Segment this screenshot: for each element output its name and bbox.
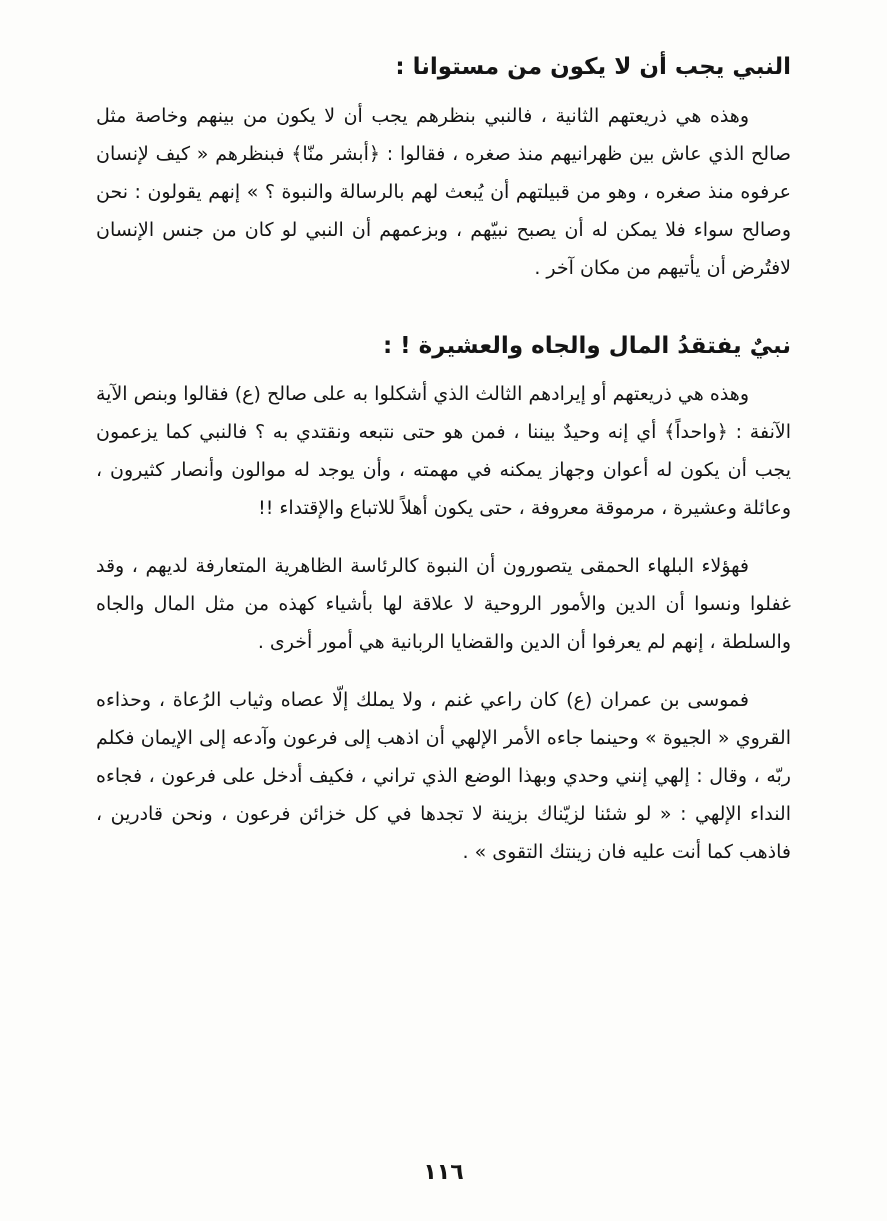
paragraph: وهذه هي ذريعتهم الثانية ، فالنبي بنظرهم يجب أن لا يكون من بينهم وخاصة مثل صالح الذي عاش بين ظهرانيهم منذ صغره ، فقالوا : ﴿أبشر منّا﴾ فبنظرهم « كيف لإنسان عرفوه منذ صغره ، وهو من قبيلتهم أن يُبعث لهم بالرسالة والنبوة ؟ » إنهم يقولون : نحن وصالح سواء فلا يمكن له أن يصبح نبيّهم ، وبزعمهم أن النبي لو كان من جنس الإنسان لافتُرض أن يأتيهم من مكان آخر .	[96, 104, 791, 279]
paragraph: وهذه هي ذريعتهم أو إيرادهم الثالث الذي أشكلوا به على صالح (ع) فقالوا وبنص الآية الآنفة : ﴿واحداً﴾ أي إنه وحيدٌ بيننا ، فمن هو حتى نتبعه ونقتدي به ؟ فالنبي كما يزعمون يجب أن يكون له أعوان وجهاز يمكنه في مهمته ، وأن يوجد له موالون وأنصار كثيرون ، وعائلة وعشيرة ، مرموقة معروفة ، حتى يكون أهلاً للاتباع والإقتداء !!	[96, 383, 791, 519]
section-2-heading: نبيٌ يفتقدُ المال والجاه والعشيرة ! :	[382, 332, 791, 359]
paragraph: فهؤلاء البلهاء الحمقى يتصورون أن النبوة كالرئاسة الظاهرية المتعارفة لديهم ، وقد غفلوا ونسوا أن الدين والأمور الروحية لا علاقة لها بأشياء كهذه من مثل المال والجاه والسلطة ، إنهم لم يعرفوا أن الدين والقضايا الربانية هي أمور أخرى .	[96, 555, 791, 653]
paragraph: فموسى بن عمران (ع) كان راعي غنم ، ولا يملك إلّا عصاه وثياب الرُعاة ، وحذاءه القروي « الجيوة » وحينما جاءه الأمر الإلهي أن اذهب إلى فرعون وآدعه إلى الإيمان فكلم ربّه ، وقال : إلهي إنني وحدي وبهذا الوضع الذي تراني ، فكيف أدخل على فرعون ، فجاءه النداء الإلهي : « لو شئنا لزيّناك بزينة لا تجدها في كل خزائن فرعون ، ونحن قادرين ، فاذهب كما أنت عليه فان زينتك التقوى » .	[96, 689, 791, 863]
page-number: ١١٦	[423, 1160, 464, 1185]
page-body	[96, 50, 791, 871]
section-1-heading: النبي يجب أن لا يكون من مستوانا :	[395, 54, 791, 80]
